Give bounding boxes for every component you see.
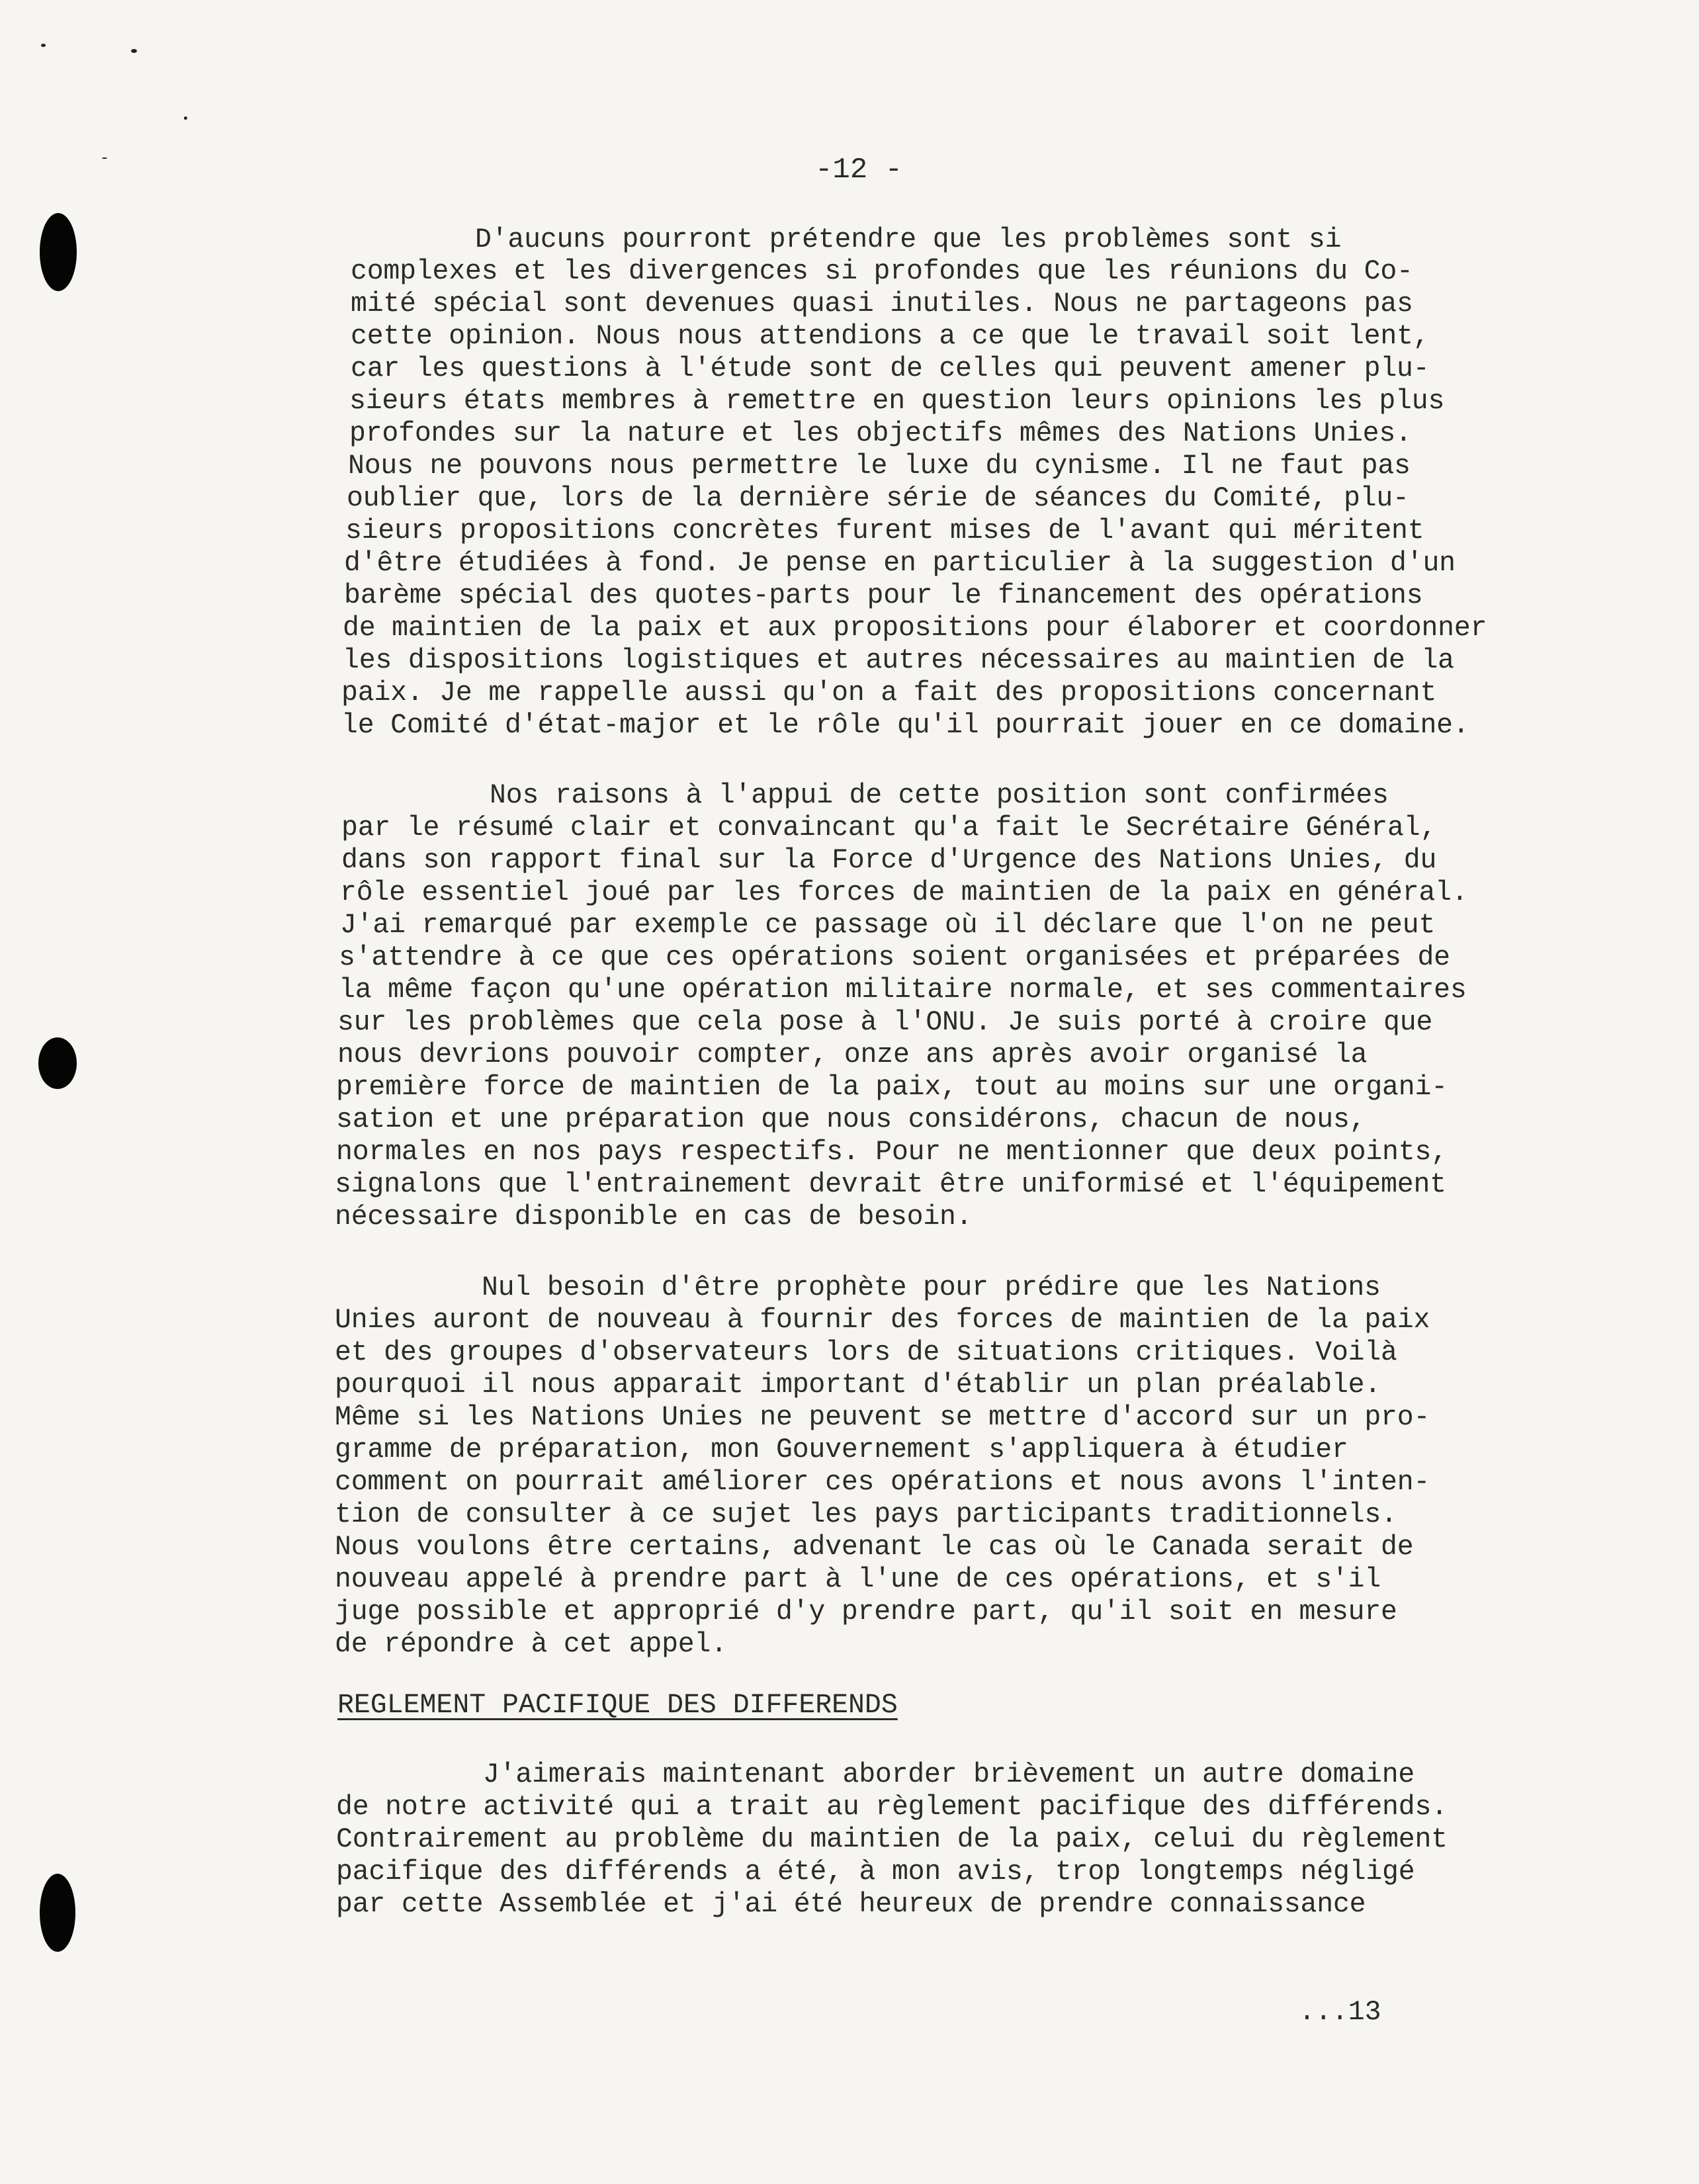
- text-line: sieurs propositions concrètes furent mises de l'avant qui méritent: [345, 515, 1424, 546]
- text-line: paix. Je me rappelle aussi qu'on a fait des propositions concernant: [341, 677, 1437, 709]
- text-line: D'aucuns pourront prétendre que les problèmes sont si: [475, 224, 1342, 255]
- text-line: rôle essentiel joué par les forces de maintien de la paix en général.: [340, 877, 1468, 908]
- page-number: -12 -: [815, 153, 903, 187]
- text-line: et des groupes d'observateurs lors de situations critiques. Voilà: [335, 1337, 1397, 1368]
- text-line: Nul besoin d'être prophète pour prédire que les Nations: [482, 1272, 1381, 1303]
- text-line: nous devrions pouvoir compter, onze ans après avoir organisé la: [337, 1039, 1368, 1070]
- text-line: gramme de préparation, mon Gouvernement s'appliquera à étudier: [335, 1434, 1348, 1465]
- text-line: barème spécial des quotes-parts pour le financement des opérations: [344, 580, 1423, 611]
- punch-hole-middle: [38, 1037, 77, 1089]
- scan-speck: [184, 116, 187, 120]
- text-line: le Comité d'état-major et le rôle qu'il pourrait jouer en ce domaine.: [341, 710, 1469, 741]
- text-line: Contrairement au problème du maintien de la paix, celui du règlement: [336, 1824, 1448, 1855]
- scan-speck: [131, 49, 137, 53]
- text-line: normales en nos pays respectifs. Pour ne mentionner que deux points,: [336, 1137, 1448, 1168]
- text-line: oublier que, lors de la dernière série de séances du Comité, plu-: [347, 483, 1409, 514]
- text-line: sieurs états membres à remettre en question leurs opinions les plus: [349, 386, 1445, 417]
- text-line: J'aimerais maintenant aborder brièvement un autre domaine: [483, 1759, 1415, 1790]
- text-line: car les questions à l'étude sont de celles qui peuvent amener plu-: [351, 353, 1430, 384]
- text-line: nouveau appelé à prendre part à l'une de ces opérations, et s'il: [335, 1564, 1381, 1595]
- text-line: sur les problèmes que cela pose à l'ONU. Je suis porté à croire que: [337, 1007, 1433, 1038]
- text-line: complexes et les divergences si profondes que les réunions du Co-: [351, 256, 1413, 287]
- text-line: de maintien de la paix et aux propositions pour élaborer et coordonner: [343, 613, 1487, 644]
- text-line: d'être étudiées à fond. Je pense en particulier à la suggestion d'un: [344, 548, 1456, 579]
- text-line: nécessaire disponible en cas de besoin.: [335, 1201, 973, 1233]
- text-line: tion de consulter à ce sujet les pays participants traditionnels.: [335, 1499, 1397, 1530]
- text-line: Nos raisons à l'appui de cette position sont confirmées: [490, 780, 1389, 811]
- text-line: cette opinion. Nous nous attendions a ce que le travail soit lent,: [351, 321, 1430, 352]
- text-line: Nous voulons être certains, advenant le cas où le Canada serait de: [335, 1532, 1414, 1563]
- text-line: comment on pourrait améliorer ces opérations et nous avons l'inten-: [335, 1467, 1430, 1498]
- text-line: profondes sur la nature et les objectifs mêmes des Nations Unies.: [349, 418, 1412, 449]
- text-line: sation et une préparation que nous considérons, chacun de nous,: [336, 1104, 1366, 1135]
- section-heading: REGLEMENT PACIFIQUE DES DIFFERENDS: [337, 1690, 898, 1721]
- text-line: signalons que l'entrainement devrait être uniformisé et l'équipement: [335, 1169, 1446, 1200]
- text-line: Unies auront de nouveau à fournir des forces de maintien de la paix: [335, 1305, 1430, 1336]
- scan-speck: [41, 44, 46, 47]
- text-line: mité spécial sont devenues quasi inutiles. Nous ne partageons pas: [351, 288, 1413, 320]
- text-line: de notre activité qui a trait au règlement pacifique des différends.: [336, 1792, 1448, 1823]
- punch-hole-bottom: [40, 1874, 75, 1952]
- scan-speck: [102, 157, 107, 159]
- text-line: s'attendre à ce que ces opérations soient organisées et préparées de: [339, 942, 1450, 973]
- text-line: J'ai remarqué par exemple ce passage où il déclare que l'on ne peut: [340, 910, 1436, 941]
- text-line: juge possible et approprié d'y prendre part, qu'il soit en mesure: [335, 1596, 1397, 1628]
- text-line: par cette Assemblée et j'ai été heureux de prendre connaissance: [336, 1889, 1366, 1920]
- text-line: dans son rapport final sur la Force d'Urgence des Nations Unies, du: [341, 845, 1437, 876]
- text-line: première force de maintien de la paix, tout au moins sur une organi-: [336, 1072, 1448, 1103]
- text-line: Même si les Nations Unies ne peuvent se mettre d'accord sur un pro-: [335, 1402, 1430, 1433]
- punch-hole-top: [40, 213, 77, 291]
- text-line: pourquoi il nous apparait important d'établir un plan préalable.: [335, 1370, 1381, 1401]
- text-line: la même façon qu'une opération militaire normale, et ses commentaires: [339, 975, 1467, 1006]
- text-line: de répondre à cet appel.: [335, 1629, 727, 1660]
- text-line: Nous ne pouvons nous permettre le luxe du cynisme. Il ne faut pas: [348, 451, 1411, 482]
- text-line: pacifique des différends a été, à mon avis, trop longtemps négligé: [336, 1856, 1415, 1888]
- text-line: les dispositions logistiques et autres nécessaires au maintien de la: [343, 645, 1454, 676]
- text-line: par le résumé clair et convaincant qu'a fait le Secrétaire Général,: [341, 812, 1437, 844]
- continuation-marker: ...13: [1299, 1997, 1381, 2028]
